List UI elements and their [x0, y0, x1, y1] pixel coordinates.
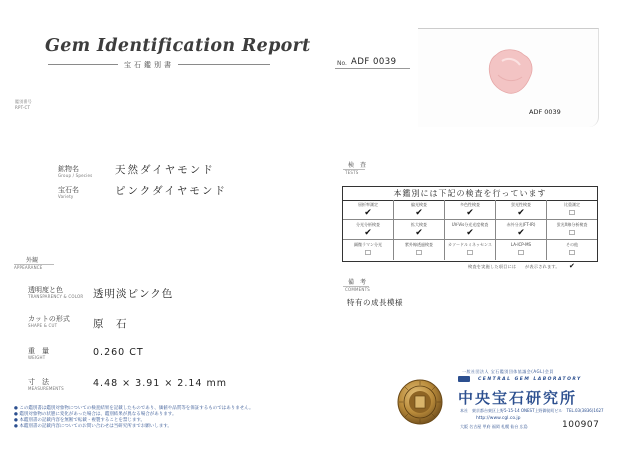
- report-number-rule: [335, 68, 410, 69]
- test-label: 分光分析検査: [356, 222, 380, 227]
- test-cell: [445, 220, 496, 240]
- test-cell: [445, 240, 496, 260]
- group-value: 天然ダイヤモンド: [115, 164, 215, 176]
- cut-value: 原 石: [93, 318, 128, 330]
- photo-caption: ADF 0039: [529, 108, 561, 116]
- appearance-section-en: APPEARANCE: [14, 265, 43, 270]
- test-cell: [547, 220, 597, 240]
- test-cell: [445, 200, 496, 220]
- test-cell: [343, 220, 394, 240]
- tests-table: [342, 186, 598, 262]
- test-cell: [394, 240, 445, 260]
- test-cell: [496, 240, 547, 260]
- color-label-en: TRANSPARENCY & COLOR: [28, 294, 84, 299]
- test-label: 蛍光性検査: [511, 202, 531, 207]
- color-label-jp: 透明度と色: [28, 286, 63, 294]
- test-label: カソードルミネッセンス: [448, 242, 492, 247]
- empty-box-icon: ☐: [466, 249, 474, 257]
- report-number-label: No.: [337, 60, 347, 67]
- legend-check-icon: ✔: [569, 262, 575, 270]
- lab-name-english: CENTRAL GEM LABORATORY: [478, 377, 582, 382]
- lab-name-japanese: 中央宝石研究所: [458, 389, 578, 407]
- check-mark-icon: ✔: [415, 228, 423, 238]
- comments-section-en: COMMENTS: [345, 287, 370, 292]
- test-label: 偏光検査: [411, 202, 427, 207]
- test-label: UV-Vis分光光度検査: [451, 222, 489, 227]
- note-4: ● 本鑑別書の記載内容についてのお問い合わせは当研究所までお願いします。: [14, 424, 172, 429]
- note-3: ● 本鑑別書の記載内容を無断で転載・複製することを禁じます。: [14, 418, 145, 423]
- check-mark-icon: ✔: [517, 228, 525, 238]
- color-value: 透明淡ピンク色: [93, 288, 174, 300]
- subtitle-rule-right: [178, 64, 270, 65]
- empty-box-icon: ☐: [517, 249, 525, 257]
- test-label: 赤外分光(FT-IR): [506, 222, 536, 227]
- test-label: 屈折率測定: [358, 202, 378, 207]
- lab-logo-mark: [458, 376, 470, 382]
- check-mark-icon: ✔: [466, 208, 474, 218]
- gem-photo-panel: [418, 28, 599, 127]
- comments-section-jp: 備 考: [348, 279, 367, 286]
- test-cell: [394, 220, 445, 240]
- test-label: 多色性検査: [460, 202, 480, 207]
- check-mark-icon: ✔: [466, 228, 474, 238]
- cut-label-en: SHAPE & CUT: [28, 323, 58, 328]
- left-code-line1: 鑑別番号: [15, 99, 32, 104]
- report-subtitle: 宝石鑑別書: [124, 61, 174, 69]
- check-mark-icon: ✔: [364, 208, 372, 218]
- test-label: 比重測定: [564, 202, 580, 207]
- subtitle-rule-left: [48, 64, 118, 65]
- note-2: ● 鑑別対象物の状態に変化があった場合は、鑑別結果が異なる場合があります。: [14, 412, 177, 417]
- gem-photo: [482, 45, 542, 105]
- notes-block: [14, 406, 294, 430]
- tests-section-en: TESTS: [345, 170, 359, 175]
- test-label: 拡大検査: [411, 222, 427, 227]
- appearance-rule: [14, 264, 54, 265]
- gem-stone-shape: [489, 50, 532, 94]
- appearance-section-jp: 外観: [26, 257, 39, 264]
- variety-value: ピンクダイヤモンド: [115, 185, 227, 197]
- check-mark-icon: ✔: [517, 208, 525, 218]
- report-title: Gem Identification Report: [45, 36, 311, 56]
- check-mark-icon: ✔: [415, 208, 423, 218]
- test-label: 紫外線透過検査: [405, 242, 433, 247]
- measurements-label-en: MEASUREMENTS: [28, 386, 64, 391]
- note-1: ● この鑑別書は鑑別対象物についての検査結果を記載したものであり、価値や品質等を保証するものではありません。: [14, 406, 254, 411]
- report-number: ADF 0039: [351, 57, 397, 67]
- test-label: 蛍光X線分析検査: [556, 222, 588, 227]
- empty-box-icon: ☐: [568, 229, 576, 237]
- group-label-jp: 鉱物名: [58, 165, 79, 173]
- certificate-number: 100907: [562, 420, 600, 430]
- empty-box-icon: ☐: [568, 249, 576, 257]
- lab-address: 本社 東京都台東区上野5-15-14 ONEST上野御徒町ビル TEL.03(3836)1627: [460, 408, 604, 413]
- test-cell: [343, 240, 394, 260]
- measurements-value: 4.48 × 3.91 × 2.14 mm: [93, 378, 227, 389]
- lab-association-header: 一般社団法人 宝石鑑別団体協議会(AGL)会員: [462, 369, 554, 374]
- comments-rule: [343, 286, 369, 287]
- empty-box-icon: ☐: [415, 249, 423, 257]
- lab-branches: 大阪 名古屋 甲府 福岡 札幌 仙台 広島: [460, 424, 528, 429]
- gold-seal-icon: [396, 378, 444, 426]
- variety-label-en: Variety: [58, 194, 74, 199]
- tests-legend: 検査を実施した項目には が表示されます。: [468, 264, 560, 269]
- weight-value: 0.260 CT: [93, 347, 144, 358]
- test-cell: [547, 240, 597, 260]
- measurements-label-jp: 寸 法: [28, 378, 49, 386]
- test-label: その他: [566, 242, 578, 247]
- empty-box-icon: ☐: [568, 209, 576, 217]
- comments-text: 特有の成長模様: [347, 298, 403, 307]
- empty-box-icon: ☐: [364, 249, 372, 257]
- test-cell: [496, 220, 547, 240]
- test-cell: [547, 200, 597, 220]
- weight-label-jp: 重 量: [28, 347, 49, 355]
- test-cell: [496, 200, 547, 220]
- tests-rule: [343, 169, 365, 170]
- tests-section-jp: 検 査: [348, 162, 367, 169]
- test-label: LA-ICP-MS: [510, 242, 532, 247]
- group-label-en: Group / Species: [58, 173, 93, 178]
- cut-label-jp: カットの形式: [28, 315, 70, 323]
- test-label: 顕微ラマン分光: [354, 242, 382, 247]
- left-code-line2: RPT-CT: [15, 105, 31, 110]
- test-cell: [343, 200, 394, 220]
- variety-label-jp: 宝石名: [58, 186, 79, 194]
- weight-label-en: WEIGHT: [28, 355, 46, 360]
- test-cell: [394, 200, 445, 220]
- check-mark-icon: ✔: [364, 228, 372, 238]
- tests-heading: 本鑑別には下記の検査を行っています: [343, 187, 597, 201]
- lab-url: http://www.cgl.co.jp: [476, 416, 521, 421]
